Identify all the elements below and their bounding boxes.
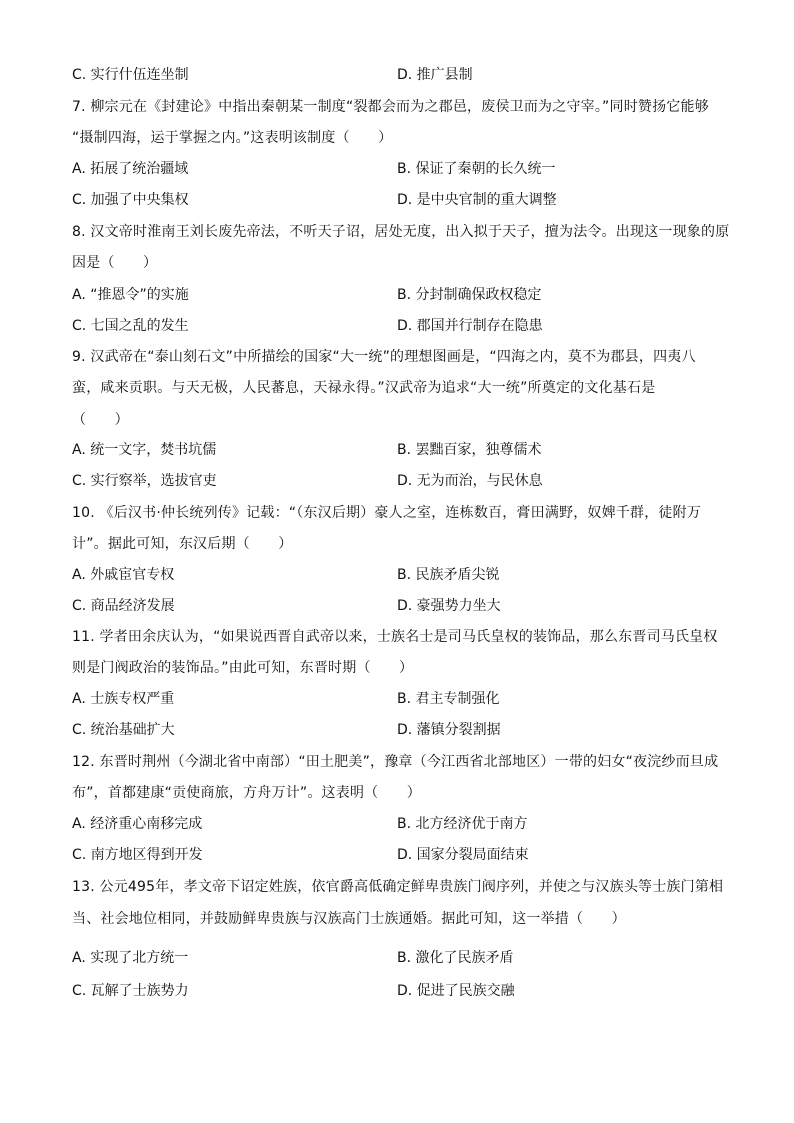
answer-option: C. 南方地区得到开发 bbox=[72, 847, 203, 863]
answer-option: C. 实行察举，选拔官吏 bbox=[72, 473, 217, 489]
question-text-line: 13. 公元495年，孝文帝下诏定姓族，依官爵高低确定鲜卑贵族门阀序列，并使之与汉族头等士族门第相 bbox=[72, 879, 724, 895]
answer-option: D. 藩镇分裂割据 bbox=[397, 722, 501, 738]
question-text-line: 11. 学者田余庆认为，“如果说西晋自武帝以来，士族名士是司马氏皇权的装饰品，那么东晋司马氏皇权 bbox=[72, 629, 718, 645]
answer-option: B. 保证了秦朝的长久统一 bbox=[397, 161, 556, 177]
answer-option: B. 北方经济优于南方 bbox=[397, 816, 528, 832]
question-text-line: 蛮，咸来贡职。与天无极，人民蕃息，天禄永得。”汉武帝为追求“大一统”所奠定的文化基石是 bbox=[72, 380, 656, 396]
answer-option: D. 郡国并行制存在隐患 bbox=[397, 318, 543, 334]
question-text-line: 8. 汉文帝时淮南王刘长废先帝法，不听天子诏，居处无度，出入拟于天子，擅为法令。出现这一现象的原 bbox=[72, 224, 730, 240]
answer-option: B. 分封制确保政权稳定 bbox=[397, 287, 542, 303]
answer-option: D. 促进了民族交融 bbox=[397, 983, 515, 999]
question-text-line: 则是门阀政治的装饰品。”由此可知，东晋时期（ ） bbox=[72, 660, 414, 676]
answer-option: B. 民族矛盾尖锐 bbox=[397, 567, 500, 583]
answer-option: C. 统治基础扩大 bbox=[72, 722, 175, 738]
answer-option: D. 国家分裂局面结束 bbox=[397, 847, 529, 863]
answer-option: A. 士族专权严重 bbox=[72, 691, 175, 707]
answer-option: A. 拓展了统治疆域 bbox=[72, 161, 189, 177]
answer-option: B. 君主专制强化 bbox=[397, 691, 500, 707]
answer-option: C. 加强了中央集权 bbox=[72, 192, 189, 208]
answer-option: A. 外戚宦官专权 bbox=[72, 567, 175, 583]
answer-option: A. 统一文字，焚书坑儒 bbox=[72, 442, 217, 458]
answer-option: A. 经济重心南移完成 bbox=[72, 816, 203, 832]
question-text-line: 7. 柳宗元在《封建论》中指出秦朝某一制度“裂都会而为之郡邑，废侯卫而为之守宰。”同时赞扬它能够 bbox=[72, 99, 709, 115]
question-text-line: “摄制四海，运于掌握之内。”这表明该制度（ ） bbox=[72, 130, 393, 146]
answer-option: D. 推广县制 bbox=[397, 67, 473, 83]
answer-option: C. 瓦解了士族势力 bbox=[72, 983, 189, 999]
answer-option: D. 豪强势力坐大 bbox=[397, 598, 501, 614]
question-text-line: 计”。据此可知，东汉后期（ ） bbox=[72, 536, 293, 552]
answer-option: B. 激化了民族矛盾 bbox=[397, 950, 514, 966]
answer-option: C. 七国之乱的发生 bbox=[72, 318, 189, 334]
question-text-line: 当、社会地位相同，并鼓励鲜卑贵族与汉族高门士族通婚。据此可知，这一举措（ ） bbox=[72, 911, 626, 927]
question-text-line: （ ） bbox=[72, 412, 129, 428]
answer-option: C. 实行什伍连坐制 bbox=[72, 67, 189, 83]
answer-option: D. 是中央官制的重大调整 bbox=[397, 192, 557, 208]
question-text-line: 因是（ ） bbox=[72, 255, 158, 271]
answer-option: A. 实现了北方统一 bbox=[72, 950, 189, 966]
question-text-line: 12. 东晋时荆州（今湖北省中南部）“田土肥美”，豫章（今江西省北部地区）一带的妇女“夜浣纱而旦成 bbox=[72, 754, 719, 770]
question-text-line: 布”，首都建康“贡使商旅，方舟万计”。这表明（ ） bbox=[72, 785, 421, 801]
answer-option: A. “推恩令”的实施 bbox=[72, 287, 189, 303]
answer-option: B. 罢黜百家，独尊儒术 bbox=[397, 442, 542, 458]
answer-option: D. 无为而治，与民休息 bbox=[397, 473, 543, 489]
answer-option: C. 商品经济发展 bbox=[72, 598, 175, 614]
question-text-line: 9. 汉武帝在“泰山刻石文”中所描绘的国家“大一统”的理想图画是，“四海之内，莫不为郡县，四夷八 bbox=[72, 349, 696, 365]
question-text-line: 10. 《后汉书·仲长统列传》记载：“（东汉后期）豪人之室，连栋数百，膏田满野，奴婢千群，徒附万 bbox=[72, 505, 702, 521]
